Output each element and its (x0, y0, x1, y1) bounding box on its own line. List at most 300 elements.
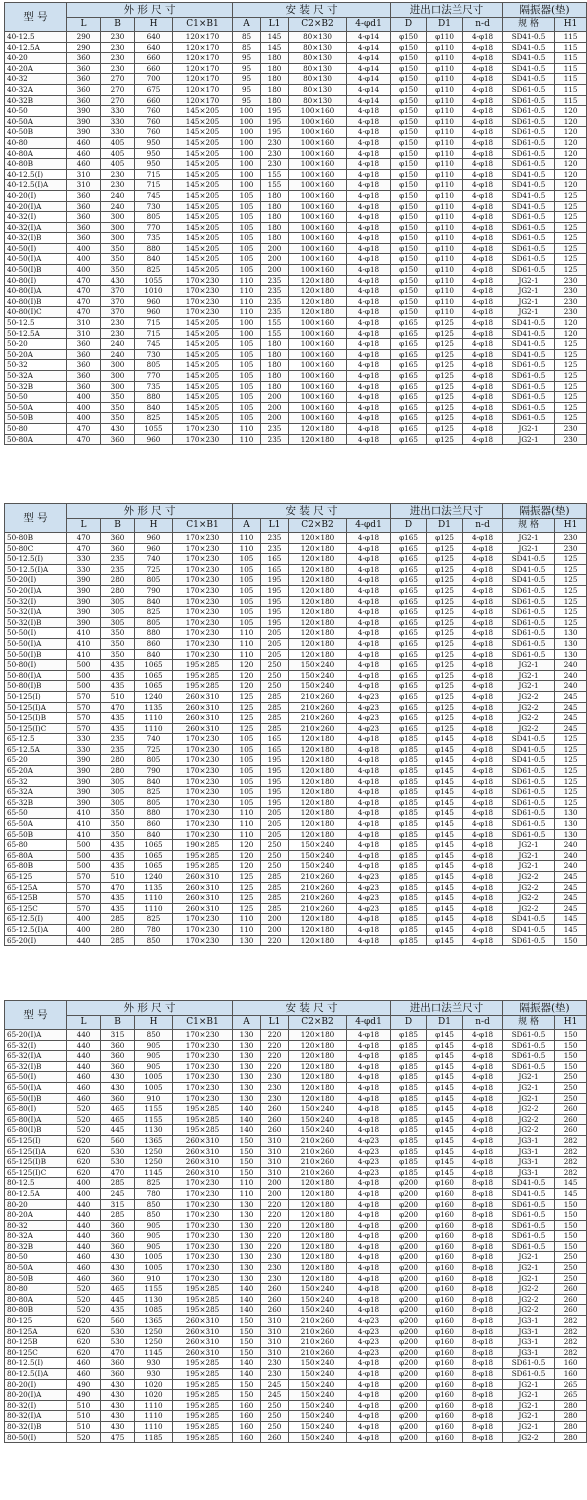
column-header: L (67, 18, 101, 32)
table-cell: 260×310 (173, 1146, 233, 1157)
table-cell: 405 (101, 137, 135, 148)
table-cell: φ125 (427, 381, 463, 392)
model-cell: 80-20 (5, 1199, 67, 1210)
table-cell: 120×180 (289, 1210, 347, 1221)
table-cell: SD41-0.5 (503, 169, 555, 180)
table-cell: 100×160 (289, 402, 347, 413)
table-cell: 150 (233, 1167, 261, 1178)
table-cell: 110 (233, 628, 261, 639)
table-row (5, 1040, 587, 1051)
table-cell: 280 (555, 1400, 587, 1411)
table-cell: JG2-2 (503, 1305, 555, 1316)
table-cell: 410 (67, 649, 101, 660)
table-cell: 120 (233, 670, 261, 681)
table-cell: 260×310 (173, 1326, 233, 1337)
table-cell: JG2-1 (503, 286, 555, 297)
table-cell: 430 (101, 1252, 135, 1263)
table-cell: 4-φ18 (347, 286, 391, 297)
table-cell: 245 (101, 1188, 135, 1199)
table-cell: 105 (233, 617, 261, 628)
model-cell: 80-20A (5, 1210, 67, 1221)
table-cell: 210×260 (289, 702, 347, 713)
table-cell: 410 (67, 808, 101, 819)
table-cell: 465 (101, 1104, 135, 1115)
table-cell: 4-φ18 (347, 575, 391, 586)
table-cell: 245 (555, 903, 587, 914)
table-cell: 240 (555, 850, 587, 861)
table-cell: 195×285 (173, 670, 233, 681)
table-cell: 120 (233, 840, 261, 851)
table-cell: JG3-1 (503, 1146, 555, 1157)
table-cell: 350 (101, 638, 135, 649)
table-row (5, 222, 587, 233)
table-cell: 110 (233, 275, 261, 286)
table-cell: 120×180 (289, 1082, 347, 1093)
table-cell: 230 (555, 434, 587, 445)
table-cell: 4-φ18 (347, 1390, 391, 1401)
model-cell: 40-32A (5, 84, 67, 95)
table-cell: 430 (101, 1379, 135, 1390)
table-cell: φ150 (391, 137, 427, 148)
table-cell: JG2-2 (503, 713, 555, 724)
table-cell: 230 (261, 1273, 289, 1284)
model-cell: 40-50 (5, 106, 67, 117)
table-cell: 1110 (135, 1421, 173, 1432)
table-cell: 245 (555, 702, 587, 713)
table-cell: 100×160 (289, 254, 347, 265)
table-cell: 4-φ18 (463, 212, 503, 223)
table-cell: 230 (555, 275, 587, 286)
table-cell: 330 (67, 744, 101, 755)
table-cell: 390 (67, 116, 101, 127)
table-cell: 170×230 (173, 935, 233, 946)
table-cell: JG3-1 (503, 1337, 555, 1348)
table-cell: 105 (233, 402, 261, 413)
table-cell: 390 (67, 797, 101, 808)
table-row (5, 434, 587, 445)
table-cell: 510 (67, 1411, 101, 1422)
table-cell: 170×230 (173, 734, 233, 745)
table-cell: 4-φ18 (347, 307, 391, 318)
table-cell: φ185 (391, 1114, 427, 1125)
spec-table (4, 503, 587, 946)
table-cell: 130 (233, 1082, 261, 1093)
table-cell: 120 (555, 159, 587, 170)
table-cell: SD61-0.5 (503, 84, 555, 95)
table-cell: 470 (67, 296, 101, 307)
column-header: C2×B2 (289, 1016, 347, 1030)
table-cell: 150×240 (289, 1284, 347, 1295)
table-cell: 120×180 (289, 307, 347, 318)
table-cell: 4-φ14 (347, 74, 391, 85)
table-cell: 130 (233, 1231, 261, 1242)
table-cell: 4-φ18 (463, 106, 503, 117)
table-cell: 145×205 (173, 371, 233, 382)
table-cell: SD61-0.5 (503, 392, 555, 403)
table-cell: 4-φ18 (347, 861, 391, 872)
table-cell: 360 (67, 84, 101, 95)
table-cell: 760 (135, 116, 173, 127)
table-row (5, 1082, 587, 1093)
table-cell: 4-φ18 (347, 371, 391, 382)
table-cell: 195 (261, 127, 289, 138)
table-cell: 125 (555, 339, 587, 350)
table-cell: 200 (261, 1188, 289, 1199)
table-cell: 4-φ18 (463, 63, 503, 74)
table-cell: 100×160 (289, 106, 347, 117)
table-cell: 180 (261, 201, 289, 212)
table-cell: 4-φ18 (347, 392, 391, 403)
table-cell: φ125 (427, 713, 463, 724)
table-cell: φ185 (391, 861, 427, 872)
table-cell: 435 (101, 670, 135, 681)
table-cell: 145×205 (173, 243, 233, 254)
table-cell: φ185 (391, 734, 427, 745)
table-cell: 150×240 (289, 861, 347, 872)
table-cell: 180 (261, 212, 289, 223)
table-cell: 125 (555, 585, 587, 596)
table-cell: 120×180 (289, 1199, 347, 1210)
table-row (5, 423, 587, 434)
table-row (5, 106, 587, 117)
table-cell: φ145 (427, 1040, 463, 1051)
model-cell: 65-50(I)B (5, 1093, 67, 1104)
table-cell: 120 (555, 318, 587, 329)
table-cell: 4-φ18 (463, 434, 503, 445)
table-cell: 360 (67, 349, 101, 360)
table-cell: φ145 (427, 776, 463, 787)
table-cell: SD61-0.5 (503, 1241, 555, 1252)
column-header: 规 格 (503, 519, 555, 533)
column-header: C2×B2 (289, 519, 347, 533)
table-cell: JG2-1 (503, 1263, 555, 1274)
table-cell: 760 (135, 127, 173, 138)
table-cell: 740 (135, 554, 173, 565)
outer-dim-header: 外 形 尺 寸 (67, 504, 233, 519)
table-cell: φ125 (427, 423, 463, 434)
table-cell: 250 (555, 1252, 587, 1263)
table-cell: 4-φ18 (347, 660, 391, 671)
table-cell: 4-φ23 (347, 872, 391, 883)
table-cell: 145×205 (173, 116, 233, 127)
table-cell: φ110 (427, 222, 463, 233)
table-cell: 285 (101, 1178, 135, 1189)
table-cell: 4-φ18 (463, 159, 503, 170)
table-cell: 410 (67, 628, 101, 639)
table-row (5, 1135, 587, 1146)
table-cell: φ185 (391, 1082, 427, 1093)
table-cell: 4-φ18 (347, 1061, 391, 1072)
table-cell: 260 (555, 1305, 587, 1316)
table-row (5, 691, 587, 702)
table-cell: 360 (101, 1061, 135, 1072)
table-cell: 1365 (135, 1135, 173, 1146)
table-cell: φ125 (427, 660, 463, 671)
table-cell: 160 (233, 1421, 261, 1432)
spec-table-section-1 (4, 2, 578, 445)
table-cell: φ185 (391, 1072, 427, 1083)
table-cell: 1130 (135, 1294, 173, 1305)
table-cell: φ200 (391, 1284, 427, 1295)
table-cell: 110 (233, 819, 261, 830)
table-cell: 1145 (135, 1347, 173, 1358)
model-cell: 80-12.5(I)A (5, 1369, 67, 1380)
model-cell: 65-12.5(I) (5, 914, 67, 925)
table-cell: 145×205 (173, 254, 233, 265)
table-cell: 305 (101, 596, 135, 607)
table-cell: 4-φ18 (463, 265, 503, 276)
table-cell: 120×180 (289, 543, 347, 554)
table-cell: 440 (67, 1241, 101, 1252)
table-cell: 120×180 (289, 797, 347, 808)
table-cell: 95 (233, 74, 261, 85)
table-cell: 1065 (135, 660, 173, 671)
table-cell: SD61-0.5 (503, 776, 555, 787)
table-cell: 282 (555, 1347, 587, 1358)
table-cell: 570 (67, 893, 101, 904)
column-header: D (391, 519, 427, 533)
table-cell: 205 (261, 808, 289, 819)
table-cell: 170×230 (173, 533, 233, 544)
table-cell: 8-φ18 (463, 1210, 503, 1221)
table-cell: φ150 (391, 286, 427, 297)
table-cell: 400 (67, 1188, 101, 1199)
table-cell: 960 (135, 296, 173, 307)
table-cell: φ145 (427, 882, 463, 893)
model-cell: 40-12.5 (5, 32, 67, 43)
table-cell: 490 (67, 1379, 101, 1390)
table-cell: SD41-0.5 (503, 914, 555, 925)
table-cell: 170×230 (173, 423, 233, 434)
table-cell: 245 (555, 893, 587, 904)
table-cell: SD61-0.5 (503, 371, 555, 382)
table-cell: 125 (555, 734, 587, 745)
table-row (5, 1337, 587, 1348)
spec-table-section-2 (4, 503, 578, 946)
table-cell: SD61-0.5 (503, 137, 555, 148)
table-cell: 4-φ18 (463, 339, 503, 350)
table-cell: φ125 (427, 681, 463, 692)
table-cell: 245 (555, 872, 587, 883)
table-cell: 4-φ18 (463, 744, 503, 755)
table-cell: SD41-0.5 (503, 564, 555, 575)
table-cell: 4-φ18 (347, 628, 391, 639)
table-cell: φ160 (427, 1379, 463, 1390)
table-cell: 4-φ18 (347, 914, 391, 925)
table-cell: 4-φ18 (347, 201, 391, 212)
table-row (5, 819, 587, 830)
table-cell: 660 (135, 95, 173, 106)
table-cell: φ160 (427, 1390, 463, 1401)
table-cell: 170×230 (173, 924, 233, 935)
model-cell: 50-12.5(I)A (5, 564, 67, 575)
table-cell: 260×310 (173, 691, 233, 702)
table-cell: 235 (101, 554, 135, 565)
table-cell: 100×160 (289, 222, 347, 233)
table-cell: 4-φ18 (347, 585, 391, 596)
table-cell: SD61-0.5 (503, 148, 555, 159)
model-cell: 40-50(I) (5, 243, 67, 254)
table-cell: 235 (261, 423, 289, 434)
table-cell: 4-φ18 (463, 766, 503, 777)
table-cell: φ145 (427, 1051, 463, 1062)
table-cell: 105 (233, 797, 261, 808)
table-cell: 145×205 (173, 222, 233, 233)
table-row (5, 1421, 587, 1432)
table-cell: 170×230 (173, 628, 233, 639)
table-cell: φ185 (391, 1051, 427, 1062)
column-header: n-d (463, 18, 503, 32)
table-cell: 230 (101, 180, 135, 191)
table-cell: 510 (101, 691, 135, 702)
table-cell: 8-φ18 (463, 1294, 503, 1305)
table-cell: φ150 (391, 180, 427, 191)
table-cell: 80×130 (289, 63, 347, 74)
table-row (5, 872, 587, 883)
table-cell: JG2-2 (503, 1114, 555, 1125)
table-cell: 390 (67, 596, 101, 607)
table-cell: 4-φ18 (347, 787, 391, 798)
table-cell: 8-φ18 (463, 1347, 503, 1358)
table-cell: SD41-0.5 (503, 63, 555, 74)
table-cell: φ125 (427, 702, 463, 713)
table-cell: 1010 (135, 286, 173, 297)
table-cell: 220 (261, 935, 289, 946)
table-cell: 270 (101, 95, 135, 106)
table-cell: 460 (67, 1252, 101, 1263)
table-cell: 620 (67, 1316, 101, 1327)
table-cell: φ200 (391, 1432, 427, 1443)
table-cell: 120×180 (289, 766, 347, 777)
table-cell: 360 (67, 222, 101, 233)
table-cell: 715 (135, 180, 173, 191)
table-cell: 520 (67, 1432, 101, 1443)
table-cell: 4-φ18 (463, 607, 503, 618)
table-cell: 125 (233, 702, 261, 713)
table-cell: 260 (261, 1104, 289, 1115)
table-cell: 4-φ18 (347, 734, 391, 745)
table-cell: φ200 (391, 1326, 427, 1337)
table-row (5, 649, 587, 660)
table-cell: 330 (67, 554, 101, 565)
table-cell: 4-φ18 (347, 1273, 391, 1284)
table-cell: 430 (101, 1421, 135, 1432)
table-cell: 120×180 (289, 1263, 347, 1274)
table-cell: 1185 (135, 1432, 173, 1443)
table-row (5, 554, 587, 565)
table-cell: 310 (261, 1326, 289, 1337)
table-cell: 4-φ18 (347, 766, 391, 777)
table-cell: SD61-0.5 (503, 819, 555, 830)
table-cell: 4-φ18 (347, 1072, 391, 1083)
table-cell: 1135 (135, 702, 173, 713)
table-cell: 4-φ18 (463, 850, 503, 861)
table-cell: 305 (101, 787, 135, 798)
table-cell: 150 (233, 1379, 261, 1390)
table-cell: φ160 (427, 1210, 463, 1221)
table-cell: 170×230 (173, 914, 233, 925)
table-cell: 500 (67, 660, 101, 671)
table-cell: 620 (67, 1135, 101, 1146)
table-row (5, 1231, 587, 1242)
table-cell: φ150 (391, 53, 427, 64)
table-cell: 200 (261, 265, 289, 276)
table-cell: 125 (555, 744, 587, 755)
table-cell: φ165 (391, 585, 427, 596)
table-cell: φ200 (391, 1358, 427, 1369)
table-cell: 1020 (135, 1379, 173, 1390)
table-cell: JG3-1 (503, 1157, 555, 1168)
model-cell: 65-125C (5, 903, 67, 914)
table-cell: 125 (233, 893, 261, 904)
table-cell: 4-φ23 (347, 1316, 391, 1327)
table-cell: 4-φ18 (463, 543, 503, 554)
table-cell: 530 (101, 1326, 135, 1337)
table-cell: 390 (67, 127, 101, 138)
table-cell: 105 (233, 360, 261, 371)
table-cell: 100×160 (289, 413, 347, 424)
table-cell: φ185 (391, 1157, 427, 1168)
model-cell: 40-20(I) (5, 190, 67, 201)
table-cell: 4-φ18 (347, 116, 391, 127)
table-row (5, 1093, 587, 1104)
table-row (5, 670, 587, 681)
table-cell: 235 (261, 296, 289, 307)
table-cell: 4-φ18 (463, 95, 503, 106)
column-header: H1 (555, 1016, 587, 1030)
table-cell: 520 (67, 1104, 101, 1115)
table-cell: 460 (67, 1273, 101, 1284)
table-cell: 150 (233, 1157, 261, 1168)
table-cell: 8-φ18 (463, 1316, 503, 1327)
table-cell: 250 (555, 1263, 587, 1274)
table-cell: φ150 (391, 42, 427, 53)
model-cell: 80-80A (5, 1294, 67, 1305)
table-cell: 120×180 (289, 1231, 347, 1242)
table-cell: 195 (261, 575, 289, 586)
table-cell: JG2-2 (503, 723, 555, 734)
table-cell: 150 (555, 1040, 587, 1051)
table-cell: 470 (67, 434, 101, 445)
table-row (5, 893, 587, 904)
table-cell: 125 (555, 564, 587, 575)
table-row (5, 137, 587, 148)
table-cell: 4-φ18 (347, 180, 391, 191)
table-row (5, 850, 587, 861)
table-cell: φ185 (391, 914, 427, 925)
table-cell: 170×230 (173, 776, 233, 787)
table-cell: JG2-1 (503, 850, 555, 861)
table-cell: 120×180 (289, 649, 347, 660)
table-cell: 4-φ14 (347, 42, 391, 53)
table-cell: 905 (135, 1231, 173, 1242)
table-cell: 285 (261, 723, 289, 734)
table-row (5, 1241, 587, 1252)
table-cell: 470 (67, 286, 101, 297)
table-cell: 145×205 (173, 233, 233, 244)
table-cell: 100×160 (289, 137, 347, 148)
model-cell: 50-125(I)B (5, 713, 67, 724)
table-cell: 620 (67, 1347, 101, 1358)
table-cell: SD41-0.5 (503, 349, 555, 360)
table-cell: 435 (101, 850, 135, 861)
table-cell: 125 (555, 755, 587, 766)
table-cell: 170×230 (173, 596, 233, 607)
table-cell: 8-φ18 (463, 1400, 503, 1411)
table-cell: 230 (261, 1369, 289, 1380)
table-cell: φ165 (391, 670, 427, 681)
table-cell: 470 (67, 307, 101, 318)
